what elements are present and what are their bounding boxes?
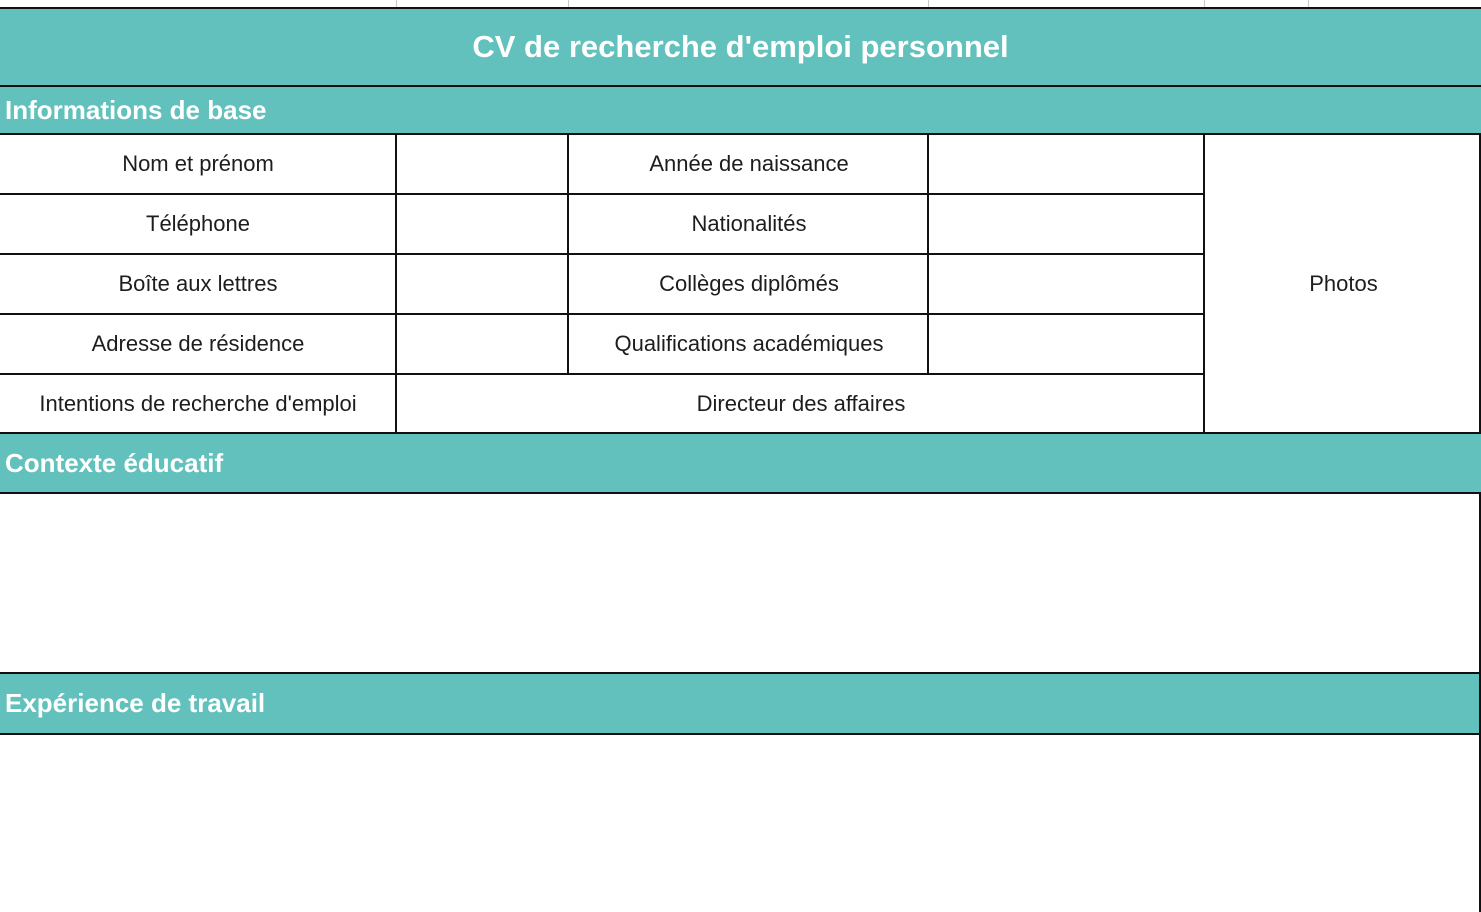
section-experience-label: Expérience de travail	[5, 688, 266, 718]
section-experience[interactable]	[0, 674, 1481, 733]
section-basic-info[interactable]	[0, 87, 1481, 134]
birth-year-label-cell[interactable]	[570, 135, 928, 193]
section-education-label: Contexte éducatif	[5, 447, 224, 478]
intention-label-cell[interactable]	[0, 375, 396, 433]
college-label: Collèges diplômés	[659, 271, 839, 296]
intention-label: Intentions de recherche d'emploi	[39, 391, 357, 416]
phone-label: Téléphone	[146, 211, 250, 236]
phone-value-cell[interactable]	[398, 195, 568, 253]
grid-line	[1203, 134, 1205, 434]
nationality-value-cell[interactable]	[930, 195, 1204, 253]
nationality-label: Nationalités	[691, 211, 807, 236]
qualifications-value-cell[interactable]	[930, 315, 1204, 373]
mailbox-label-cell[interactable]	[0, 255, 396, 313]
photo-label: Photos	[1309, 271, 1378, 296]
college-value-cell[interactable]	[930, 255, 1204, 313]
name-label-cell[interactable]	[0, 135, 396, 193]
section-basic-info-label: Informations de base	[5, 95, 267, 125]
name-value-cell[interactable]	[398, 135, 568, 193]
experience-content-area[interactable]	[0, 735, 1481, 912]
mailbox-value-cell[interactable]	[398, 255, 568, 313]
birth-year-value-cell[interactable]	[930, 135, 1204, 193]
address-label-cell[interactable]	[0, 315, 396, 373]
grid-line	[395, 134, 397, 434]
phone-label-cell[interactable]	[0, 195, 396, 253]
birth-year-label: Année de naissance	[649, 151, 849, 176]
name-label: Nom et prénom	[122, 151, 274, 176]
resume-title-cell[interactable]	[0, 8, 1481, 86]
address-label: Adresse de résidence	[91, 331, 305, 356]
college-label-cell[interactable]	[570, 255, 928, 313]
intention-value: Directeur des affaires	[696, 391, 906, 416]
qualifications-label-cell[interactable]	[570, 315, 928, 373]
intention-value-cell[interactable]	[398, 375, 1204, 433]
qualifications-label: Qualifications académiques	[614, 331, 884, 356]
mailbox-label: Boîte aux lettres	[118, 271, 278, 296]
address-value-cell[interactable]	[398, 315, 568, 373]
photo-cell[interactable]	[1206, 135, 1481, 433]
resume-title: CV de recherche d'emploi personnel	[472, 29, 1009, 64]
grid-line	[0, 7, 1481, 9]
grid-line	[927, 134, 929, 374]
education-content-area[interactable]	[0, 494, 1481, 672]
section-education[interactable]	[0, 434, 1481, 492]
nationality-label-cell[interactable]	[570, 195, 928, 253]
grid-line	[567, 134, 569, 374]
